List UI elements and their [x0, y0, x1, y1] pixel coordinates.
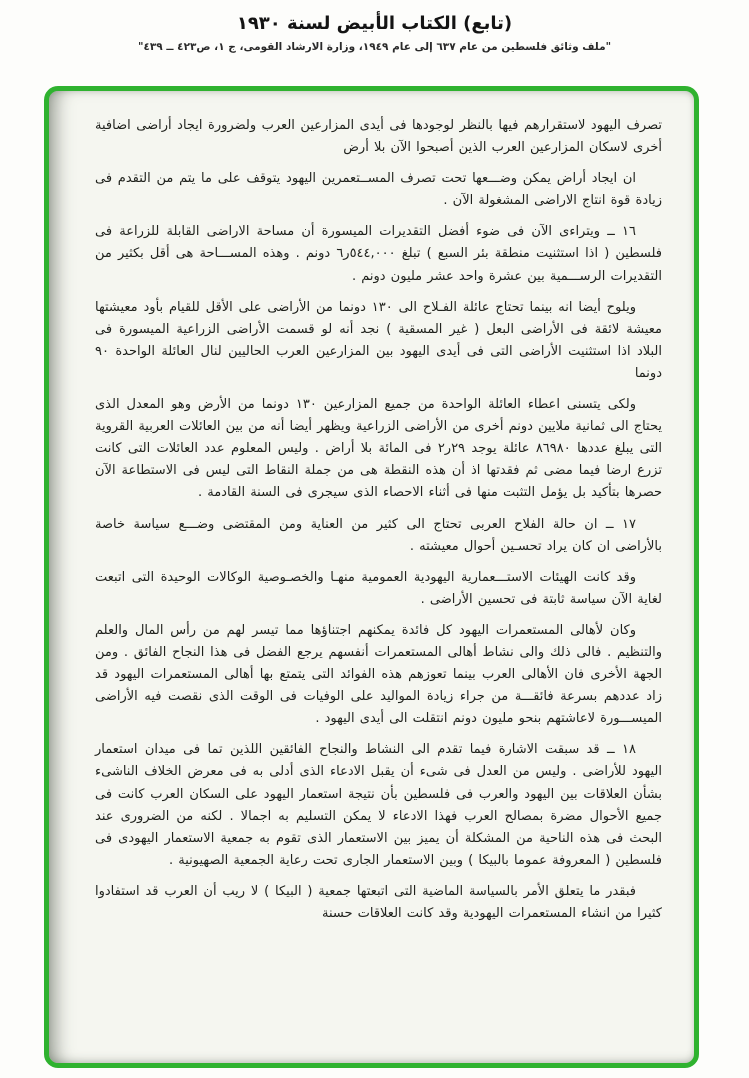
paragraph-4: ويلوح أيضا انه بينما تحتاج عائلة الفـلاح الى ١٣٠ دونما من الأراضى على الأقل للقيام بأود معيشتها معيشة لائقة فى الأراضى البعل ( غير المسقية ) نجد أنه لو قسمت الأراضى الزراعية الميسورة فى البلاد اذا استثنيت الأراضى التى فى أيدى اليهود بين المزارعين العرب الحاليين لنال العائلة الواحدة ٩٠ دونما: [95, 299, 662, 381]
paragraph-2: ان ايجاد أراض يمكن وضـــعها تحت تصرف المســتعمرين اليهود يتوقف على ما يتم من التقدم فى زيادة قوة انتاج الاراضى المشغولة الآن .: [95, 171, 662, 209]
paragraph-7: وقد كانت الهيئات الاستـــعمارية اليهودية العمومية منهـا والخصـوصية الوكالات الوحيدة التى اتبعت لغاية الآن سياسة ثابتة فى تحسين الأراضى .: [95, 569, 662, 607]
scan-border-frame: [44, 86, 699, 1068]
paragraph-5: ولكى يتسنى اعطاء العائلة الواحدة من جميع المزارعين ١٣٠ دونما من الأرض وهو المعدل الذى يحتاج الى ثمانية ملايين دونم أخرى من الأراضى الزراعية ويظهر أيضا أنه من بين العائلات العربية القروية التى يبلغ عددها ٨٦٩٨٠ عائلة يوجد ٢٩ر٢ فى المائة بلا أراض . وليس المعلوم عدد العائلات التى كانت تزرع ارضا فيما مضى ثم فقدتها اذ أن هذه النقطة هى من جملة النقاط التى ليس فى الاستطاعة الآن حصرها بتأكيد بل يؤمل التثبت منها فى أثناء الاحصاء الذى سيجرى فى السنة القادمة .: [95, 397, 663, 501]
paragraph-section-17: ١٧ ــ ان حالة الفلاح العربى تحتاج الى كثير من العناية ومن المقتضى وضـــع سياسة خاصة بالأراضى ان كان يراد تحسـين أحوال معيشته .: [95, 516, 662, 554]
paragraph-10: فبقدر ما يتعلق الأمر بالسياسة الماضية التى اتبعتها جمعية ( البيكا ) لا ريب أن العرب قد استفادوا كثيرا من انشاء المستعمرات اليهودية وقد كانت العلاقات حسنة: [95, 883, 662, 921]
paragraph-8: وكان لأهالى المستعمرات اليهود كل فائدة يمكنهم اجتناؤها مما تيسر لهم من رأس المال والعلم والتنظيم . فالى ذلك والى نشاط أهالى المستعمرات أنفسهم يرجع الفضل فى هذا النجاح الفائق . ومن الجهة الأخرى فان الأهالى العرب بينما تعوزهم هذه الفوائد التى يتمتع بها أهالى المستعمرات اليهود قد زاد عددهم بسرعة فائقـــة من جراء زيادة المواليد على الوفيات فى الوقت الذى نقصت فيه الأراضى الميســـورة لاعاشتهم بنحو مليون دونم انتقلت الى أيدى اليهود .: [95, 622, 662, 727]
paragraph-continuation: تصرف اليهود لاستقرارهم فيها بالنظر لوجودها فى أيدى المزارعين العرب ولضرورة ايجاد أراضى اضافية أخرى لاسكان المزارعين العرب الذين أصبحوا الآن بلا أرض: [95, 118, 662, 156]
page-title: (تابع) الكتاب الأبيض لسنة ١٩٣٠: [236, 13, 513, 34]
paragraph-section-16: ١٦ ــ ويتراءى الآن فى ضوء أفضل التقديرات الميسورة أن مساحة الاراضى القابلة للزراعة فى فلسطين ( اذا استثنيت منطقة بئر السبع ) تبلغ ٥٤٤,٠٠٠ر٦ دونم . وهذه المســـاحة هى أقل بكثير من التقديرات الرســـمية بين عشرة واحد عشر مليون دونم .: [95, 224, 662, 284]
page-header: [0, 0, 749, 53]
page-subtitle: "ملف وثائق فلسطين من عام ٦٣٧ إلى عام ١٩٤٩، وزارة الارشاد القومى، ج ١، ص٤٢٣ ــ ٤٣٩": [137, 41, 612, 53]
paragraph-section-18: ١٨ ــ قد سبقت الاشارة فيما تقدم الى النشاط والنجاح الفائقين اللذين تما فى ميدان استعمار اليهود للأراضى . وليس من العدل فى شىء أن يقبل الادعاء الذى أدلى به فى معرض الخلاف الناشىء بشأن العلاقات بين اليهود والعرب فى فلسطين بأن نتيجة استعمار اليهود على السكان العرب كانت فى جميع الأحوال مضرة بمصالح العرب فهذا الادعاء لا يمكن التسليم به اجمالا . لكنه من الضرورى عند البحث فى هذه الناحية من المشكلة أن يميز بين الاستعمار الذى تقوم به جمعية الاستعمار اليهودى فى فلسطين ( المعروفة عموما بالبيكا ) وبين الاستعمار الجارى تحت رعاية الجمعية الصهيونية .: [95, 742, 662, 868]
scanned-text-area: [49, 91, 694, 1063]
